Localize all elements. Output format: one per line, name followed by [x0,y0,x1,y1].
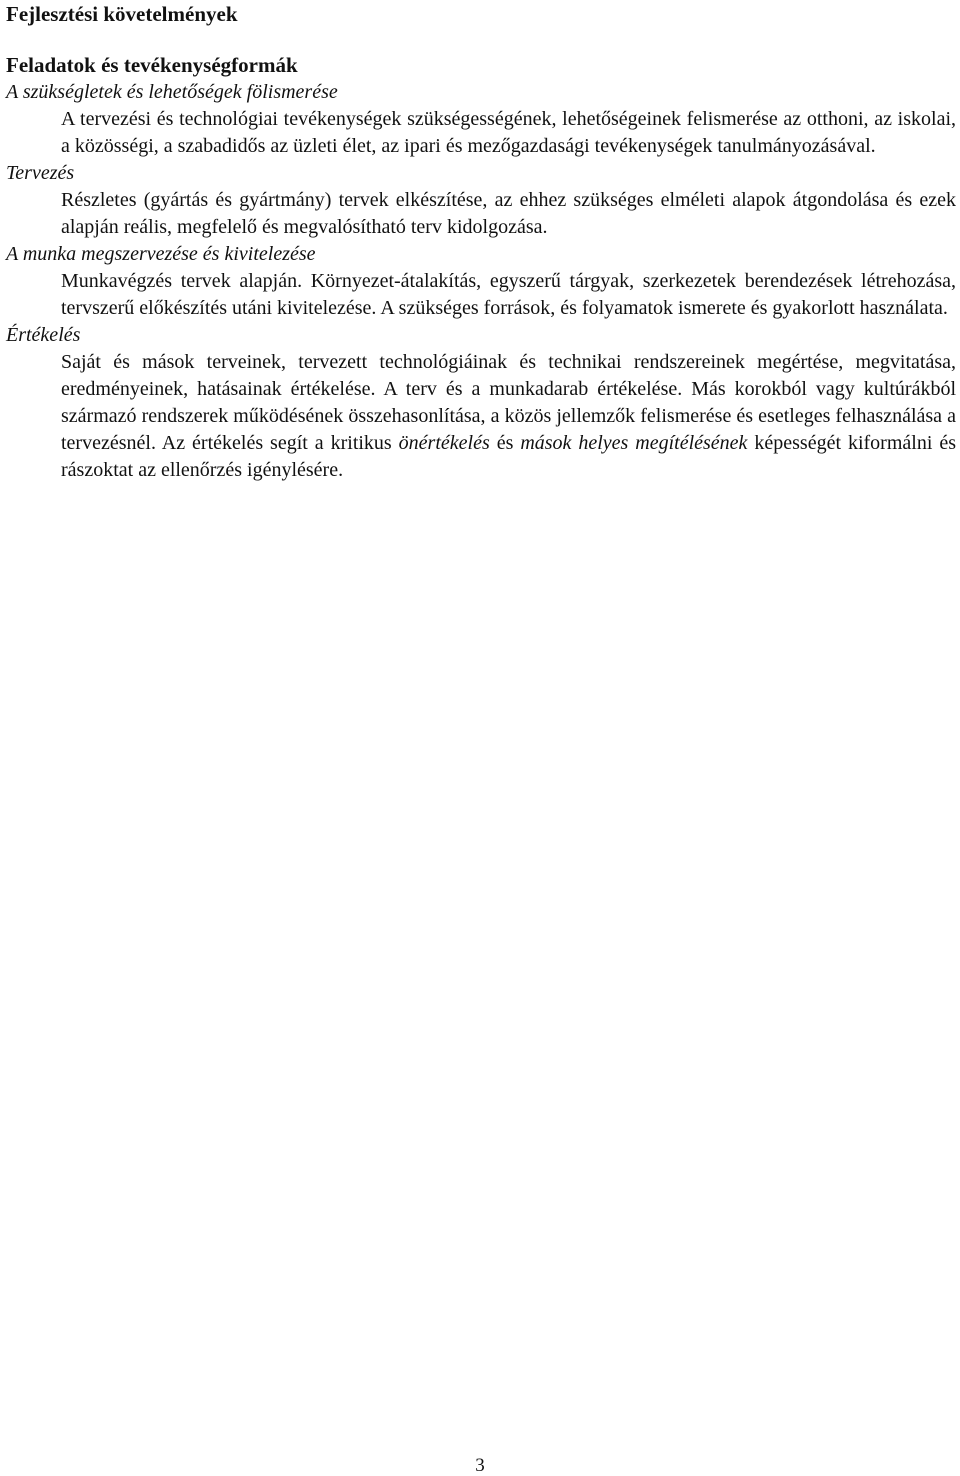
evaluation-emphasis-2: mások helyes megítélésének [520,432,748,454]
document-page [6,0,956,484]
subheading-organization: A munka megszervezése és kivitelezése [6,243,316,265]
paragraph-needs: A tervezési és technológiai tevékenységek szükségességének, lehetőségeinek felismerése az otthoni, az iskolai, a közösségi, a szabadidős az üzleti élet, az ipari és mezőgazdasági tevékenységek tanulmányozásával. [61,108,956,157]
subheading-planning: Tervezés [6,162,75,184]
page-number: 3 [475,1455,485,1476]
paragraph-planning: Részletes (gyártás és gyártmány) tervek elkészítése, az ehhez szükséges elméleti alapok átgondolása és ezek alapján reális, megfelelő és megvalósítható terv kidolgozása. [61,189,956,238]
subheading-needs: A szükségletek és lehetőségek fölismerése [6,81,338,103]
evaluation-text-2: és [489,432,521,454]
evaluation-emphasis-1: önértékelés [398,432,490,454]
paragraph-organization: Munkavégzés tervek alapján. Környezet-átalakítás, egyszerű tárgyak, szerkezetek berendezések létrehozása, tervszerű előkészítés utáni kivitelezése. A szükséges források, és folyamatok ismerete és gyakorlott használata. [61,270,956,319]
subheading-evaluation: Értékelés [6,324,81,346]
document-title: Fejlesztési követelmények [6,2,238,26]
evaluation-text-1: Saját és mások terveinek, tervezett technológiáinak és technikai rendszereinek megértése, megvitatása, eredményeinek, hatásainak értékelése. A terv és a munkadarab értékelése. Más korokból vagy kultúrákból származó rendszerek működésének összehasonlítása, a közös jellemzők felismerése és esetleges felhasználása a tervezésnél. Az értékelés segít a kritikus [61,351,956,454]
section-heading: Feladatok és tevékenységformák [6,53,298,77]
paragraph-evaluation [61,349,956,484]
evaluation-text-3: képességét kiformálni és rászoktat az ellenőrzés igénylésére. [61,432,956,481]
